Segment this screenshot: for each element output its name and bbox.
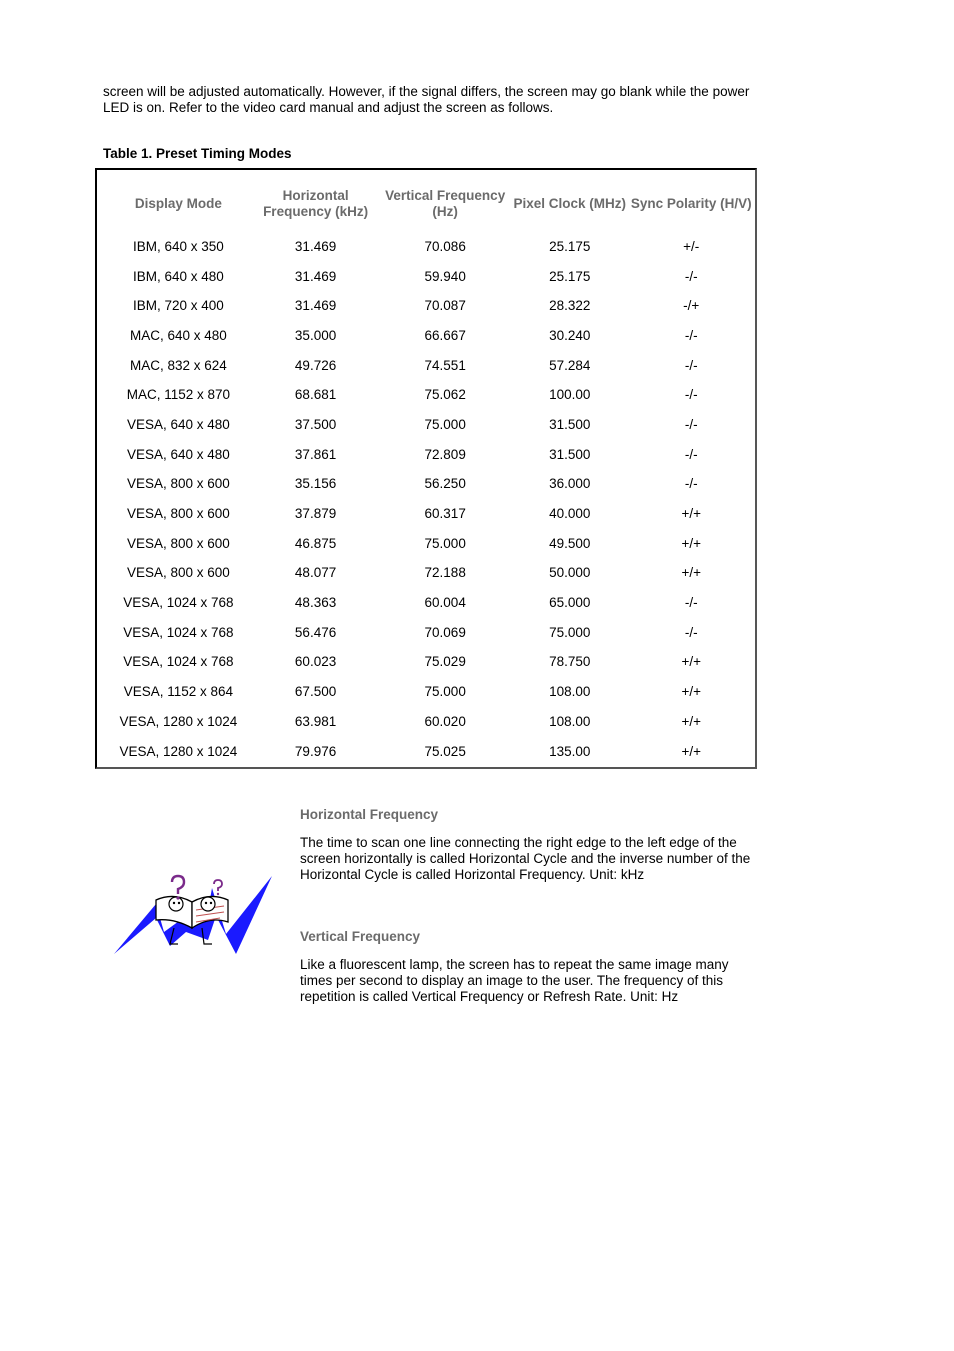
cell-sync-polarity: +/+ [681,565,701,581]
table-row [107,648,752,678]
horizontal-frequency-title: Horizontal Frequency [300,807,439,822]
cell-display-mode: VESA, 800 x 600 [126,506,230,522]
cell-horizontal-frequency: 31.469 [294,238,337,254]
cell-sync-polarity: +/+ [681,743,701,759]
cell-horizontal-frequency: 68.681 [294,387,337,403]
cell-vertical-frequency: 75.025 [424,743,466,759]
cell-horizontal-frequency: 63.981 [294,713,337,729]
cell-display-mode: VESA, 800 x 600 [126,535,230,551]
cell-display-mode: VESA, 1024 x 768 [123,595,234,611]
header-pixel-clock: Pixel Clock (MHz) [513,196,626,211]
cell-vertical-frequency: 59.940 [424,268,466,284]
cell-display-mode: VESA, 640 x 480 [126,446,230,462]
cell-pixel-clock: 65.000 [549,595,591,611]
cell-sync-polarity: +/+ [681,535,701,551]
cell-pixel-clock: 50.000 [549,565,591,581]
table-row [107,499,752,529]
cell-pixel-clock: 36.000 [549,476,591,492]
cell-pixel-clock: 25.175 [549,238,591,254]
cell-vertical-frequency: 75.000 [424,535,466,551]
cell-pixel-clock: 75.000 [549,624,591,640]
cell-horizontal-frequency: 35.000 [294,327,337,343]
header-horizontal-frequency: Horizontal Frequency (kHz) [263,188,369,219]
cell-horizontal-frequency: 35.156 [294,476,337,492]
table-row [107,410,752,440]
cell-horizontal-frequency: 48.077 [294,565,337,581]
cell-pixel-clock: 40.000 [549,506,591,522]
cell-display-mode: VESA, 800 x 600 [126,476,230,492]
cell-pixel-clock: 108.00 [549,684,591,700]
cell-sync-polarity: -/- [684,624,698,640]
table-row [107,677,752,707]
cell-pixel-clock: 31.500 [549,446,591,462]
cell-display-mode: MAC, 832 x 624 [129,357,227,373]
table-caption: Table 1. Preset Timing Modes [103,146,292,161]
cell-vertical-frequency: 75.000 [424,416,466,432]
table-row [107,707,752,737]
cell-sync-polarity: -/- [684,327,698,343]
cell-horizontal-frequency: 46.875 [294,535,337,551]
cell-vertical-frequency: 74.551 [424,357,466,373]
cell-horizontal-frequency: 31.469 [294,298,337,314]
cell-pixel-clock: 31.500 [549,416,591,432]
header-vertical-frequency: Vertical Frequency (Hz) [385,188,506,219]
table-row [107,559,752,589]
table-body [107,232,752,766]
table-row [107,440,752,470]
horizontal-frequency-body: The time to scan one line connecting the right edge to the left edge of the screen horizontally is called Horizontal Cycle and the inverse number of the Horizontal Cycle is called Horizontal Frequency. Unit: kHz [300,835,751,882]
cell-pixel-clock: 30.240 [549,327,591,343]
cell-vertical-frequency: 60.317 [424,506,466,522]
cell-vertical-frequency: 70.087 [424,298,466,314]
header-sync-polarity: Sync Polarity (H/V) [630,196,752,211]
cell-vertical-frequency: 75.062 [424,387,466,403]
cell-sync-polarity: -/- [684,595,698,611]
table-header-row [107,176,752,232]
cell-vertical-frequency: 75.029 [424,654,466,670]
cell-vertical-frequency: 72.188 [424,565,466,581]
cell-display-mode: VESA, 1152 x 864 [123,684,234,700]
cell-pixel-clock: 28.322 [549,298,591,314]
table-row [107,321,752,351]
cell-vertical-frequency: 70.086 [424,238,466,254]
cell-horizontal-frequency: 79.976 [294,743,337,759]
cell-display-mode: VESA, 1280 x 1024 [119,713,238,729]
cell-display-mode: IBM, 720 x 400 [132,298,224,314]
cell-display-mode: VESA, 800 x 600 [126,565,230,581]
cell-display-mode: VESA, 1024 x 768 [123,654,234,670]
table-row [107,351,752,381]
table-row [107,618,752,648]
cell-display-mode: VESA, 640 x 480 [126,416,230,432]
vertical-frequency-body: Like a fluorescent lamp, the screen has to repeat the same image many times per second to display an image to the user. The frequency of this repetition is called Vertical Frequency or Refresh Rate. Unit: Hz [300,957,729,1004]
cell-horizontal-frequency: 37.500 [294,416,337,432]
cell-sync-polarity: +/+ [681,506,701,522]
cell-horizontal-frequency: 48.363 [294,595,337,611]
table-row [107,380,752,410]
table-row [107,232,752,262]
table-row [107,529,752,559]
preset-timing-table [107,176,752,766]
confused-book-illustration-icon [112,870,276,962]
table-row [107,470,752,500]
cell-pixel-clock: 49.500 [549,535,591,551]
cell-horizontal-frequency: 60.023 [294,654,337,670]
cell-horizontal-frequency: 67.500 [294,684,337,700]
cell-sync-polarity: -/- [684,357,698,373]
cell-vertical-frequency: 72.809 [424,446,466,462]
cell-sync-polarity: +/+ [681,654,701,670]
cell-pixel-clock: 108.00 [549,713,591,729]
cell-pixel-clock: 135.00 [549,743,591,759]
cell-vertical-frequency: 56.250 [424,476,466,492]
cell-pixel-clock: 78.750 [549,654,591,670]
cell-pixel-clock: 25.175 [549,268,591,284]
cell-vertical-frequency: 75.000 [424,684,466,700]
table-row [107,291,752,321]
cell-horizontal-frequency: 56.476 [294,624,337,640]
cell-vertical-frequency: 66.667 [424,327,466,343]
cell-pixel-clock: 100.00 [549,387,591,403]
table-row [107,737,752,767]
cell-display-mode: MAC, 1152 x 870 [126,387,231,403]
intro-paragraph: screen will be adjusted automatically. However, if the signal differs, the screen may go blank while the power LED is on. Refer to the video card manual and adjust the screen as follows. [103,84,750,115]
cell-display-mode: IBM, 640 x 350 [132,238,224,254]
cell-horizontal-frequency: 37.879 [294,506,337,522]
cell-display-mode: VESA, 1024 x 768 [123,624,234,640]
header-display-mode: Display Mode [134,196,222,211]
vertical-frequency-title: Vertical Frequency [300,929,421,944]
cell-pixel-clock: 57.284 [549,357,591,373]
cell-sync-polarity: +/- [683,238,700,254]
cell-horizontal-frequency: 37.861 [294,446,337,462]
table-row [107,262,752,292]
cell-display-mode: MAC, 640 x 480 [129,327,227,343]
cell-vertical-frequency: 60.020 [424,713,466,729]
cell-sync-polarity: +/+ [681,684,701,700]
cell-sync-polarity: -/- [684,476,698,492]
cell-horizontal-frequency: 49.726 [294,357,337,373]
cell-sync-polarity: -/- [684,446,698,462]
cell-horizontal-frequency: 31.469 [294,268,337,284]
cell-display-mode: VESA, 1280 x 1024 [119,743,238,759]
cell-sync-polarity: -/+ [683,298,700,314]
cell-sync-polarity: -/- [684,268,698,284]
cell-sync-polarity: -/- [684,416,698,432]
cell-sync-polarity: -/- [684,387,698,403]
cell-vertical-frequency: 70.069 [424,624,466,640]
cell-sync-polarity: +/+ [681,713,701,729]
cell-display-mode: IBM, 640 x 480 [132,268,224,284]
timing-table-frame [95,168,757,769]
table-row [107,588,752,618]
cell-vertical-frequency: 60.004 [424,595,466,611]
